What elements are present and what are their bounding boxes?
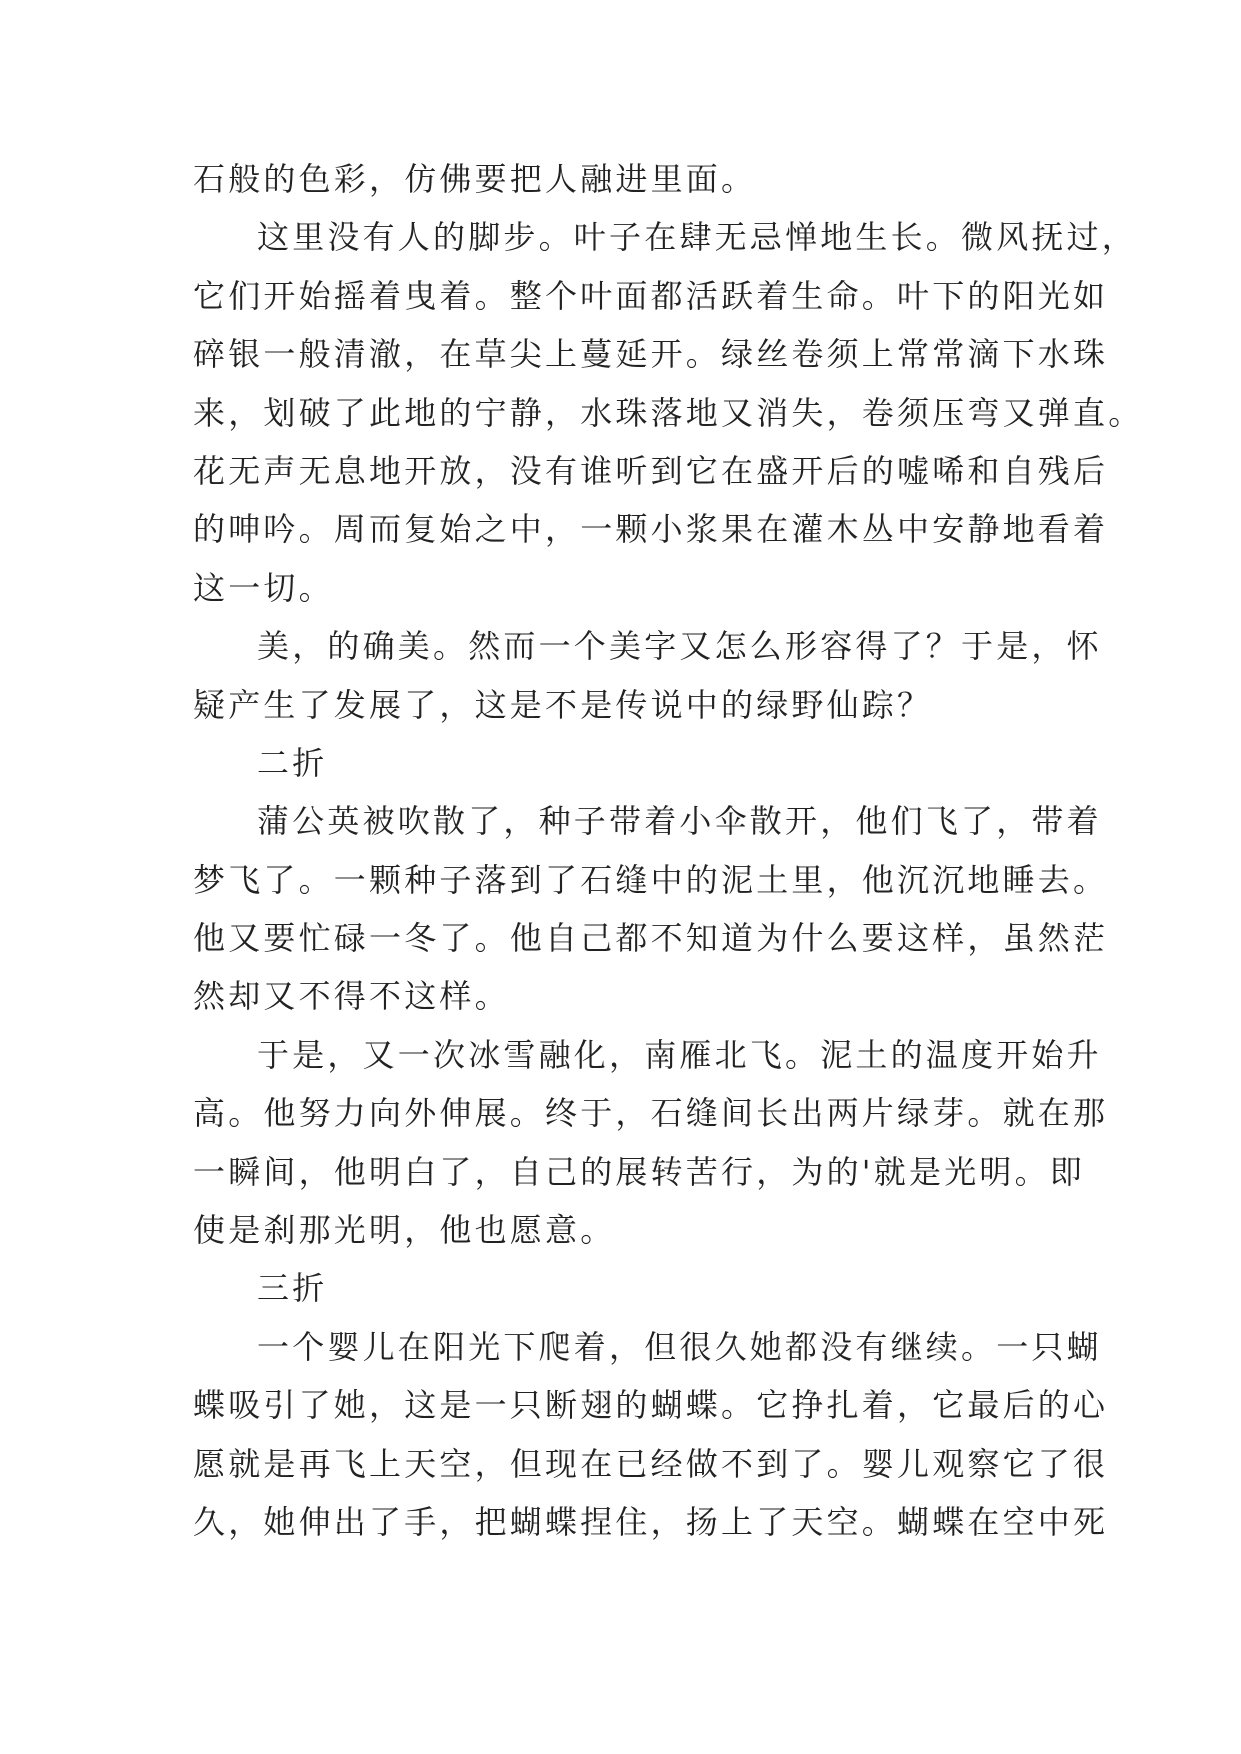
text-line: 高。他努力向外伸展。终于，石缝间长出两片绿芽。就在那 [193, 1094, 1109, 1133]
text-line: 然却又不得不这样。 [193, 977, 510, 1016]
text-line: 疑产生了发展了，这是不是传说中的绿野仙踪？ [193, 685, 933, 724]
text-line: 于是，又一次冰雪融化，南雁北飞。泥土的温度开始升 [257, 1035, 1102, 1074]
section-heading: 三折 [257, 1269, 328, 1308]
text-line: 使是刹那光明，他也愿意。 [193, 1211, 616, 1250]
text-line: 一瞬间，他明白了，自己的展转苦行，为的'就是光明。即 [193, 1152, 1085, 1191]
text-line: 愿就是再飞上天空，但现在已经做不到了。婴儿观察它了很 [193, 1444, 1109, 1483]
text-line: 蝶吸引了她，这是一只断翅的蝴蝶。它挣扎着，它最后的心 [193, 1386, 1109, 1425]
section-heading: 二折 [257, 743, 328, 782]
text-line: 的呻吟。周而复始之中，一颗小浆果在灌木丛中安静地看着 [193, 510, 1109, 549]
text-line: 它们开始摇着曳着。整个叶面都活跃着生命。叶下的阳光如 [193, 276, 1109, 315]
text-line: 石般的色彩，仿佛要把人融进里面。 [193, 160, 757, 198]
text-line: 来，划破了此地的宁静，水珠落地又消失，卷须压弯又弹直。 [193, 393, 1144, 432]
text-line: 蒲公英被吹散了，种子带着小伞散开，他们飞了，带着 [257, 802, 1102, 841]
text-line: 碎银一般清澈，在草尖上蔓延开。绿丝卷须上常常滴下水珠 [193, 335, 1109, 374]
text-line: 他又要忙碌一冬了。他自己都不知道为什么要这样，虽然茫 [193, 919, 1109, 958]
text-line: 花无声无息地开放，没有谁听到它在盛开后的嘘唏和自残后 [193, 451, 1109, 490]
text-line: 梦飞了。一颗种子落到了石缝中的泥土里，他沉沉地睡去。 [193, 860, 1109, 899]
text-line: 一个婴儿在阳光下爬着，但很久她都没有继续。一只蝴 [257, 1327, 1102, 1366]
text-line: 久，她伸出了手，把蝴蝶捏住，扬上了天空。蝴蝶在空中死 [193, 1502, 1109, 1541]
document-page [193, 150, 1144, 1551]
text-line: 美，的确美。然而一个美字又怎么形容得了？于是，怀 [257, 627, 1102, 666]
text-line: 这一切。 [193, 568, 334, 607]
text-line: 这里没有人的脚步。叶子在肆无忌惮地生长。微风抚过， [257, 218, 1138, 257]
